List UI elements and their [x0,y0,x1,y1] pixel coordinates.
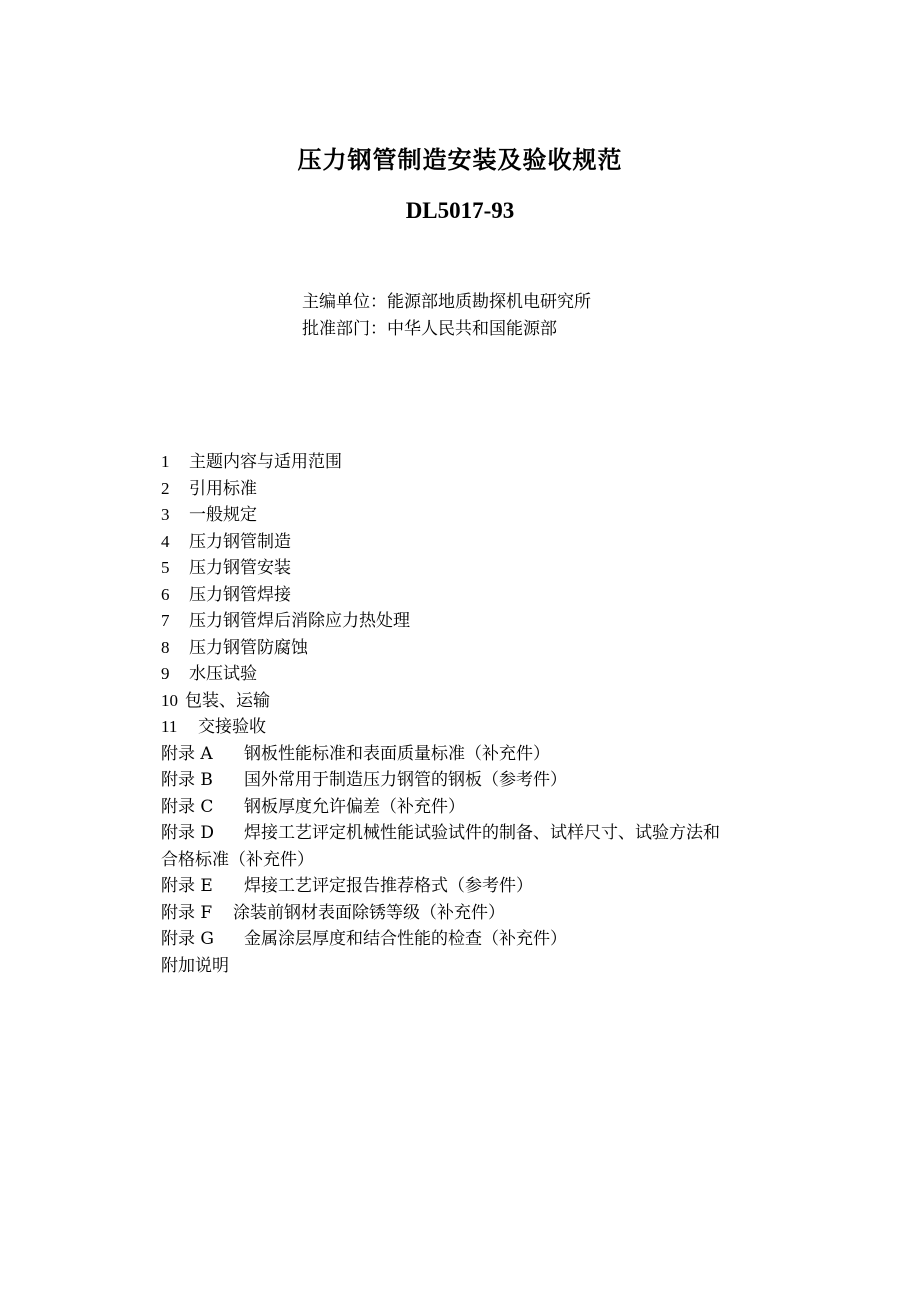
appendix-title: 焊接工艺评定机械性能试验试件的制备、试样尺寸、试验方法和 [244,823,720,843]
appendix-label: 附录 B [161,770,213,790]
chapter-number: 7 [161,611,170,630]
chapter-title: 水压试验 [189,664,257,684]
toc-appendix [161,926,781,953]
appendix-label: 附录 D [161,823,215,843]
chapter-title: 压力钢管制造 [189,531,291,552]
chapter-title: 包装、运输 [185,690,270,711]
appendix-title: 钢板厚度允许偏差（补充件） [244,796,465,817]
chapter-number: 11 [161,717,178,736]
toc-chapter [161,529,781,556]
toc-chapter [161,476,781,503]
toc-chapter [161,449,781,476]
chapter-number: 2 [161,478,170,498]
appendix-title: 焊接工艺评定报告推荐格式（参考件） [244,876,533,896]
chapter-number: 4 [161,531,170,551]
standard-code: DL5017-93 [405,198,515,223]
toc-appendix [161,873,781,900]
table-of-contents [161,449,781,979]
chapter-title: 一般规定 [189,505,257,525]
chapter-title: 压力钢管防腐蚀 [189,637,308,658]
appendix-title: 金属涂层厚度和结合性能的检查（补充件） [244,929,567,949]
chapter-number: 5 [161,558,170,577]
chapter-number: 8 [161,637,170,657]
chapter-title: 压力钢管焊后消除应力热处理 [189,611,410,631]
appendix-label: 附录 E [161,876,213,896]
toc-additional-notes: 附加说明 [161,955,229,976]
chapter-number: 1 [161,452,170,471]
chapter-number: 10 [161,690,178,710]
toc-appendix [161,741,781,768]
editor-unit: 主编单位：能源部地质勘探机电研究所 [302,292,591,312]
chapter-title: 主题内容与适用范围 [189,452,342,472]
toc-appendix [161,820,781,847]
chapter-title: 压力钢管焊接 [189,584,291,605]
appendix-title: 国外常用于制造压力钢管的钢板（参考件） [244,770,567,790]
toc-chapter [161,555,781,582]
chapter-title: 压力钢管安装 [189,558,291,578]
toc-chapter [161,688,781,715]
chapter-number: 9 [161,664,170,683]
toc-chapter [161,661,781,688]
appendix-label: 附录 C [161,796,214,817]
toc-chapter [161,635,781,662]
appendix-label: 附录 A [161,743,213,764]
toc-chapter [161,582,781,609]
chapter-title: 引用标准 [189,478,257,499]
toc-chapter [161,608,781,635]
toc-appendix [161,767,781,794]
toc-appendix [161,794,781,821]
appendix-title: 涂装前钢材表面除锈等级（补充件） [233,902,505,923]
appendix-title: 钢板性能标准和表面质量标准（补充件） [244,743,550,764]
appendix-label: 附录 F [161,902,213,923]
toc-appendix [161,900,781,927]
toc-chapter [161,502,781,529]
chapter-number: 3 [161,505,170,524]
appendix-label: 附录 G [161,929,214,949]
toc-chapter [161,714,781,741]
document-title: 压力钢管制造安装及验收规范 [297,145,623,174]
approving-department: 批准部门：中华人民共和国能源部 [302,319,557,339]
chapter-number: 6 [161,584,170,604]
chapter-title: 交接验收 [198,717,266,737]
toc-appendix-continuation: 合格标准（补充件） [161,849,314,870]
